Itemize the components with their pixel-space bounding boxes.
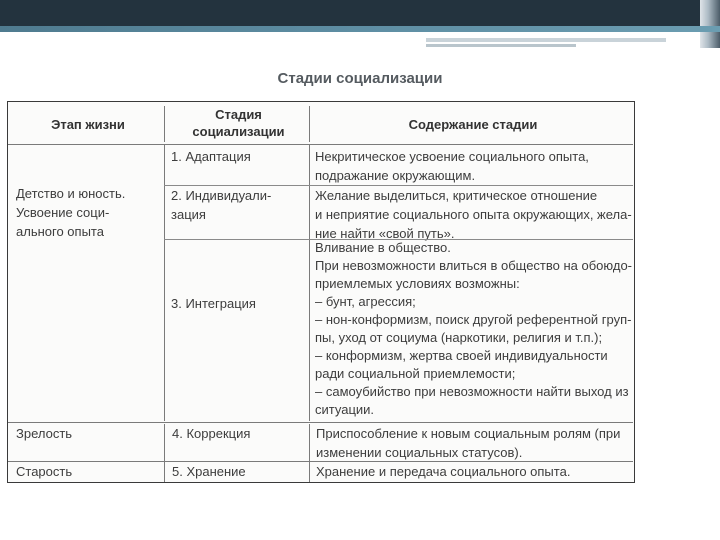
decorative-line	[426, 38, 666, 42]
header-stage-content	[309, 106, 633, 142]
cell-text: Вливание в общество.	[315, 240, 451, 255]
header-text: Стадия	[215, 107, 262, 122]
content-adaptation	[309, 147, 633, 185]
stage-preservation	[164, 462, 309, 482]
decorative-line	[426, 44, 576, 47]
cell-text: Старость	[16, 464, 73, 479]
content-integration	[309, 239, 633, 421]
cell-text: При невозможности влиться в общество на обоюдо-	[315, 258, 633, 273]
row-divider	[8, 422, 633, 423]
header-socialization-stage	[164, 106, 309, 142]
content-individualization	[309, 186, 633, 243]
cell-text: пы, уход от социума (наркотики, религия и т.п.);	[315, 330, 603, 345]
cell-text: Некритическое усвоение социального опыта,	[315, 149, 589, 164]
cell-text: – бунт, агрессия;	[315, 294, 416, 309]
cell-text: зация	[171, 207, 206, 222]
cell-text: Приспособление к новым социальным ролям (при	[316, 426, 621, 441]
slide-header-corner	[700, 0, 720, 48]
cell-text: 1. Адаптация	[171, 149, 251, 164]
content-correction	[309, 424, 633, 461]
slide-header-stripe	[0, 26, 720, 32]
stage-adaptation	[164, 147, 309, 185]
table-row	[8, 239, 633, 421]
stage-correction	[164, 424, 309, 461]
cell-text: ального опыта	[16, 224, 104, 239]
cell-text: 4. Коррекция	[172, 426, 251, 441]
page-title: Стадии социализации	[277, 70, 443, 87]
header-life-stage	[8, 106, 164, 142]
cell-text: Усвоение соци-	[16, 205, 110, 220]
stage-individualization	[164, 186, 309, 243]
table-header-row	[8, 106, 633, 142]
life-stage-old-age	[8, 462, 164, 482]
slide-header-bar	[0, 0, 720, 26]
cell-text: приемлемых условиях возможны:	[315, 276, 520, 291]
cell-text: изменении социальных статусов).	[316, 445, 523, 460]
cell-text: – самоубийство при невозможности найти выход из	[315, 384, 629, 399]
header-text: Этап жизни	[51, 117, 125, 132]
cell-text: 2. Индивидуали-	[171, 188, 272, 203]
cell-text: Детство и юность.	[16, 186, 126, 201]
stage-integration	[164, 239, 309, 421]
table-row	[8, 147, 633, 185]
cell-text: Желание выделиться, критическое отношение	[315, 188, 598, 203]
cell-text: подражание окружающим.	[315, 168, 476, 183]
cell-text: Хранение и передача социального опыта.	[316, 464, 571, 479]
table-row-maturity	[8, 424, 633, 461]
cell-text: Зрелость	[16, 426, 73, 441]
cell-text: ние найти «свой путь».	[315, 226, 455, 241]
cell-text: ради социальной приемлемости;	[315, 366, 516, 381]
cell-text: 5. Хранение	[172, 464, 246, 479]
content-preservation	[309, 462, 633, 482]
cell-text: ситуации.	[315, 402, 375, 417]
table-row-old-age	[8, 462, 633, 482]
table-row	[8, 186, 633, 243]
cell-text: – нон-конформизм, поиск другой референтной груп-	[315, 312, 632, 327]
cell-text: и неприятие социального опыта окружающих, жела-	[315, 207, 632, 222]
header-text: Содержание стадии	[408, 117, 538, 132]
cell-text: 3. Интеграция	[171, 296, 256, 311]
socialization-table	[7, 101, 635, 483]
header-text: социализации	[192, 124, 285, 139]
cell-text: – конформизм, жертва своей индивидуальности	[315, 348, 608, 363]
life-stage-maturity	[8, 424, 164, 461]
